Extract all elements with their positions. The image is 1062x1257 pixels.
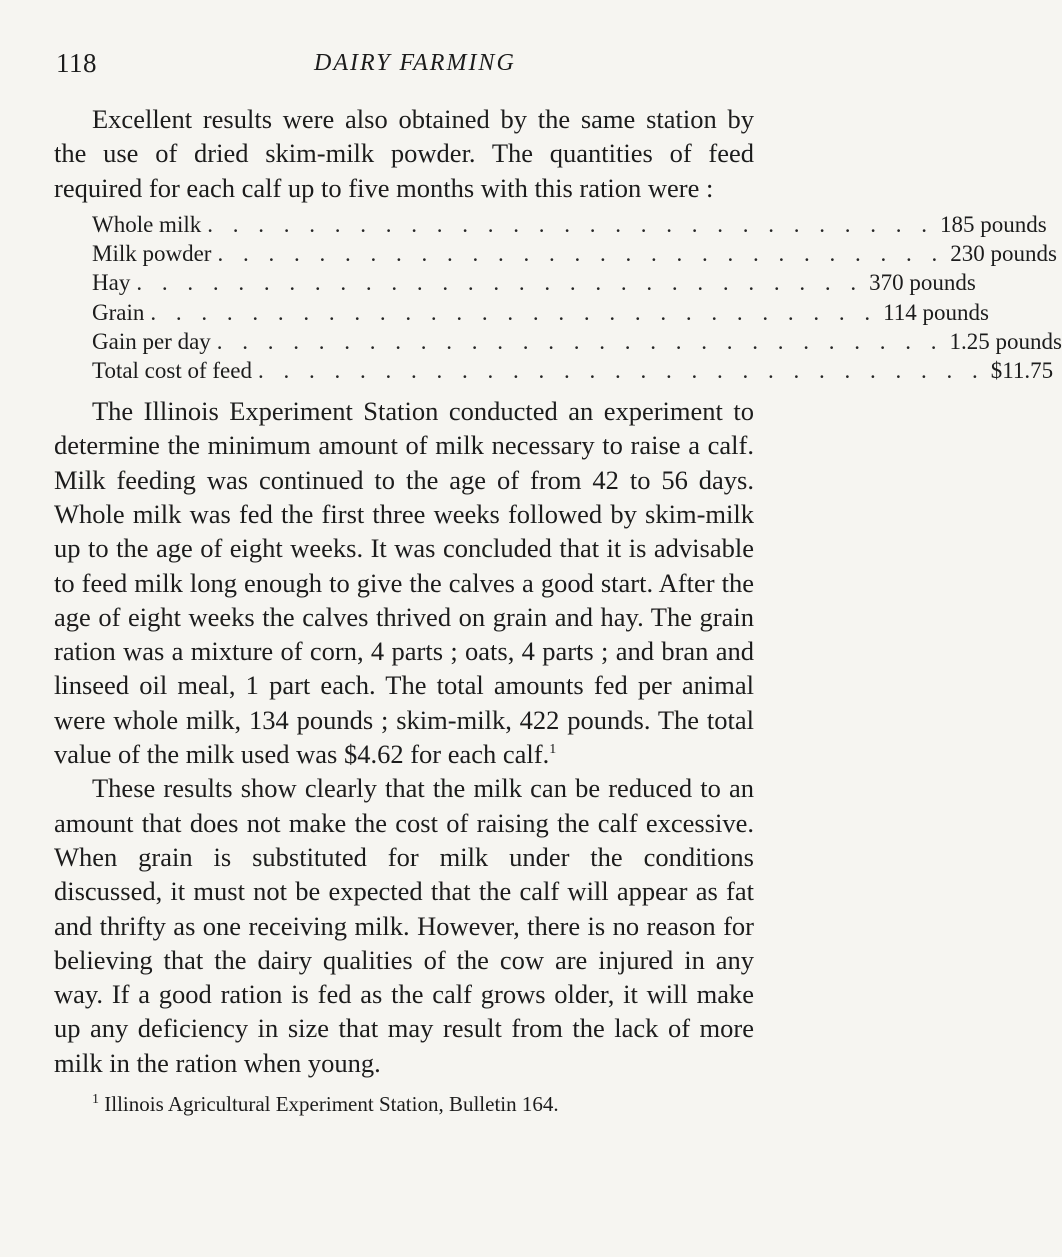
running-title: DAIRY FARMING [314, 50, 516, 76]
footnote [92, 1090, 754, 1118]
feed-label: Total cost of feed [92, 357, 252, 383]
footnote-reference: 1 [549, 742, 557, 758]
book-page [54, 40, 1062, 1118]
paragraph-2 [54, 394, 754, 771]
dot-leader: . . . . . . . . . . . . . . . . . . . . . . . . . . . . . [136, 270, 864, 296]
feed-quantities-table [92, 210, 1062, 385]
dot-leader: . . . . . . . . . . . . . . . . . . . . . . . . . . . . . [217, 241, 945, 267]
feed-row [92, 327, 1062, 356]
page-header [54, 40, 754, 84]
feed-row [92, 356, 1054, 385]
dot-leader: . . . . . . . . . . . . . . . . . . . . . . . . . . . . . [216, 328, 944, 354]
feed-value: 114 pounds [883, 299, 989, 325]
feed-row [92, 298, 989, 327]
paragraph-1: Excellent results were also obtained by the same station by the use of dried skim-milk powder. The quantities of feed required for each calf up to five months with this ration were : [54, 104, 754, 203]
dot-leader: . . . . . . . . . . . . . . . . . . . . . . . . . . . . . [207, 211, 934, 237]
feed-value: 370 pounds [869, 270, 976, 296]
feed-row [92, 210, 1047, 239]
page-number: 118 [56, 48, 97, 78]
dot-leader: . . . . . . . . . . . . . . . . . . . . . . . . . . . . . [257, 357, 985, 383]
feed-value: 230 pounds [950, 241, 1057, 267]
feed-label: Grain [92, 299, 145, 325]
footnote-marker: 1 [92, 1092, 99, 1108]
paragraph-2-text: The Illinois Experiment Station conducted an experiment to determine the minimum amount of milk necessary to raise a calf. Milk feeding was continued to the age of from 42 to 56 days. Whole milk was fed the first three weeks followed by skim-milk up to the age of eight weeks. It was concluded that it is advisable to feed milk long enough to give the calves a good start. After the age of eight weeks the calves thrived on grain and hay. The grain ration was a mixture of corn, 4 parts ; oats, 4 parts ; and bran and linseed oil meal, 1 part each. The total amounts fed per animal were whole milk, 134 pounds ; skim-milk, 422 pounds. The total value of the milk used was $4.62 for each calf. [54, 396, 754, 770]
feed-value: 1.25 pounds [949, 328, 1062, 354]
feed-row [92, 268, 976, 297]
feed-value: 185 pounds [939, 211, 1047, 237]
feed-value: $11.75 [990, 357, 1054, 383]
feed-label: Gain per day [92, 328, 211, 354]
paragraph-3: These results show clearly that the milk can be reduced to an amount that does not make the cost of raising the calf excessive. When grain is substituted for milk under the conditions discussed, it must not be expected that the calf will appear as fat and thrifty as one receiving milk. However, there is no reason for believing that the dairy qualities of the cow are injured in any way. If a good ration is fed as the calf grows older, it will make up any deficiency in size that may result from the lack of more milk in the ration when young. [54, 773, 754, 1078]
feed-label: Milk powder [92, 241, 212, 267]
feed-label: Hay [92, 270, 131, 296]
feed-row [92, 239, 1057, 268]
footnote-text: Illinois Agricultural Experiment Station, Bulletin 164. [104, 1092, 559, 1117]
feed-label: Whole milk [92, 211, 202, 237]
dot-leader: . . . . . . . . . . . . . . . . . . . . . . . . . . . . . [150, 299, 878, 325]
